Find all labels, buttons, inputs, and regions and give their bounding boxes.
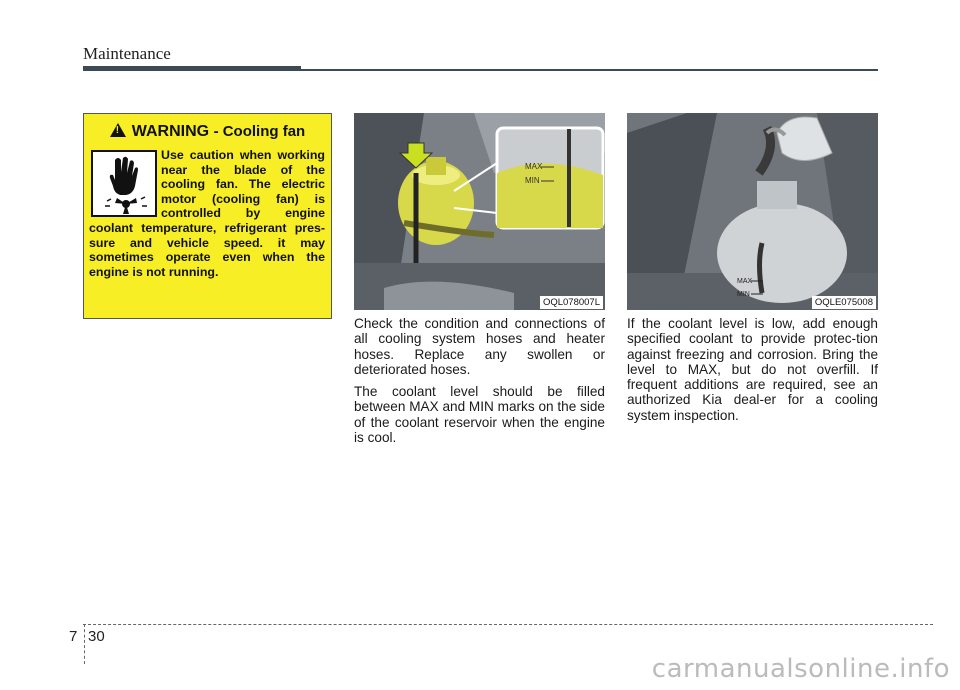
paragraph: The coolant level should be filled between MAX and MIN marks on the side of the coolant reservoir when the engine is cool. (354, 384, 605, 446)
max-mark-left: MAX (525, 162, 543, 171)
warning-box (83, 113, 332, 319)
header-rule-thin (301, 69, 878, 71)
figure-coolant-refill (627, 113, 878, 310)
chapter-number: 7 (69, 628, 78, 645)
body-column-right (627, 316, 878, 430)
warning-subject: - Cooling fan (213, 123, 306, 140)
footer-divider (83, 624, 933, 625)
warning-body: Use caution when working near the blade of the cooling fan. The electric motor (cooling fan) is controlled by engine coolant temperature, refrigerant pres-sure and vehicle speed. it may sometimes operate even when the engine is not running. (89, 148, 325, 279)
warning-triangle-icon (110, 123, 126, 137)
min-mark-left: MIN (525, 176, 540, 185)
body-column-left (354, 316, 605, 452)
warning-text (89, 148, 325, 279)
warning-title (84, 122, 331, 141)
footer-separator (84, 624, 85, 664)
figure-reservoir-check (354, 113, 605, 310)
watermark: carmanualsonline.info (651, 654, 950, 684)
header-rule-thick (83, 66, 301, 71)
warning-label: WARNING (131, 123, 210, 140)
paragraph: Check the condition and connections of all cooling system hoses and heater hoses. Replace any swollen or deteriorated hoses. (354, 316, 605, 377)
section-title: Maintenance (83, 44, 171, 63)
figure-code: OQLE075008 (812, 296, 876, 309)
page-number: 30 (88, 628, 105, 645)
figure-code: OQL078007L (540, 296, 603, 309)
max-mark-right: MAX (737, 278, 753, 285)
min-mark-right: MIN (737, 291, 750, 298)
paragraph: If the coolant level is low, add enough specified coolant to provide protec-tion against freezing and corrosion. Bring the level to MAX, but do not overfill. If frequent additions are required, see an authorized Kia deal-er for a cooling system inspection. (627, 316, 878, 423)
